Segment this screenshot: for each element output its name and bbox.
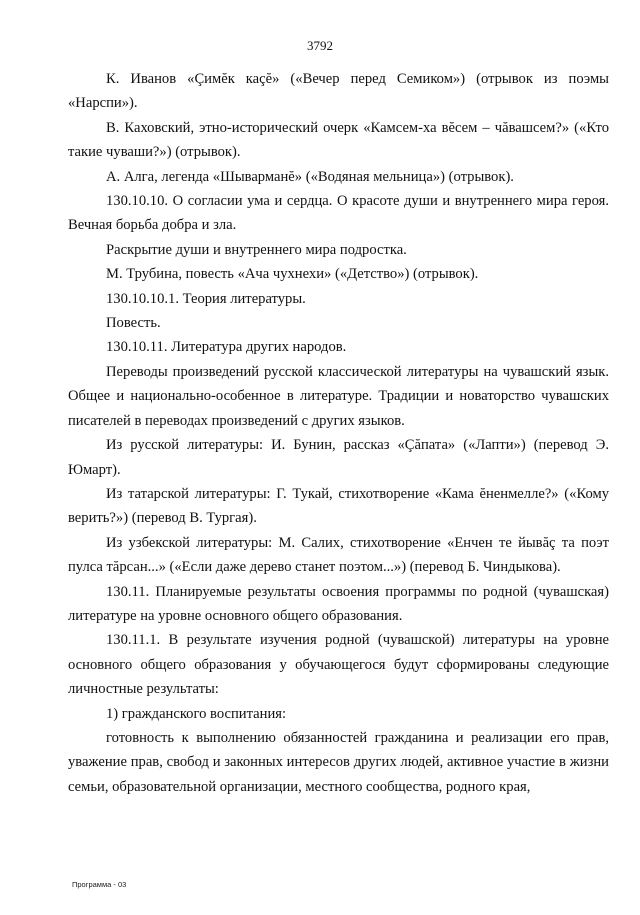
paragraph: готовность к выполнению обязанностей гражданина и реализации его прав, уважение прав, свобод и законных интересов других людей, активное участие в жизни семьи, образовательной организации, местного сообщества, родного края, bbox=[68, 729, 609, 795]
paragraph: Раскрытие души и внутреннего мира подростка. bbox=[106, 241, 407, 258]
page-number: 3792 bbox=[307, 38, 333, 53]
paragraph: Из русской литературы: И. Бунин, рассказ «Çăпата» («Лапти») (перевод Э. Юмарт). bbox=[68, 437, 609, 478]
paragraph: А. Алга, легенда «Шыварманĕ» («Водяная мельница») (отрывок). bbox=[106, 168, 514, 185]
paragraph: К. Иванов «Çимĕк каçĕ» («Вечер перед Семиком») (отрывок из поэмы «Нарспи»). bbox=[68, 71, 609, 112]
section-heading: 130.11. Планируемые результаты освоения программы по родной (чувашская) литературе на уровне основного общего образования. bbox=[68, 583, 609, 624]
section-heading: 130.10.10.1. Теория литературы. bbox=[106, 290, 306, 307]
page-footer: Программа - 03 bbox=[72, 880, 127, 889]
paragraph: Переводы произведений русской классической литературы на чувашский язык. Общее и национально-особенное в литературе. Традиции и новаторство чувашских писателей в переводах произведений с других языков. bbox=[68, 363, 609, 429]
paragraph: Повесть. bbox=[106, 315, 161, 332]
paragraph: Из узбекской литературы: М. Салих, стихотворение «Енчен те йывăç та поэт пулса тăрсан...» («Если даже дерево станет поэтом...») (перевод Б. Чиндыкова). bbox=[68, 534, 609, 576]
section-heading: 130.10.11. Литература других народов. bbox=[106, 339, 347, 356]
section-heading: 130.10.10. О согласии ума и сердца. О красоте души и внутреннего мира героя. Вечная борьба добра и зла. bbox=[68, 193, 609, 234]
paragraph: Из татарской литературы: Г. Тукай, стихотворение «Кама ĕненмелле?» («Кому верить?») (перевод В. Тургая). bbox=[68, 485, 609, 527]
document-body bbox=[68, 67, 609, 799]
list-item: 1) гражданского воспитания: bbox=[106, 705, 287, 722]
paragraph: В. Каховский, этно-исторический очерк «Камсем-ха вĕсем – чăвашсем?» («Кто такие чуваши?») (отрывок). bbox=[68, 119, 609, 161]
section-heading: 130.11.1. В результате изучения родной (чувашской) литературы на уровне основного общего образования у обучающегося будут сформированы следующие личностные результаты: bbox=[68, 632, 609, 698]
paragraph: М. Трубина, повесть «Ача чухнехи» («Детство») (отрывок). bbox=[106, 266, 479, 283]
